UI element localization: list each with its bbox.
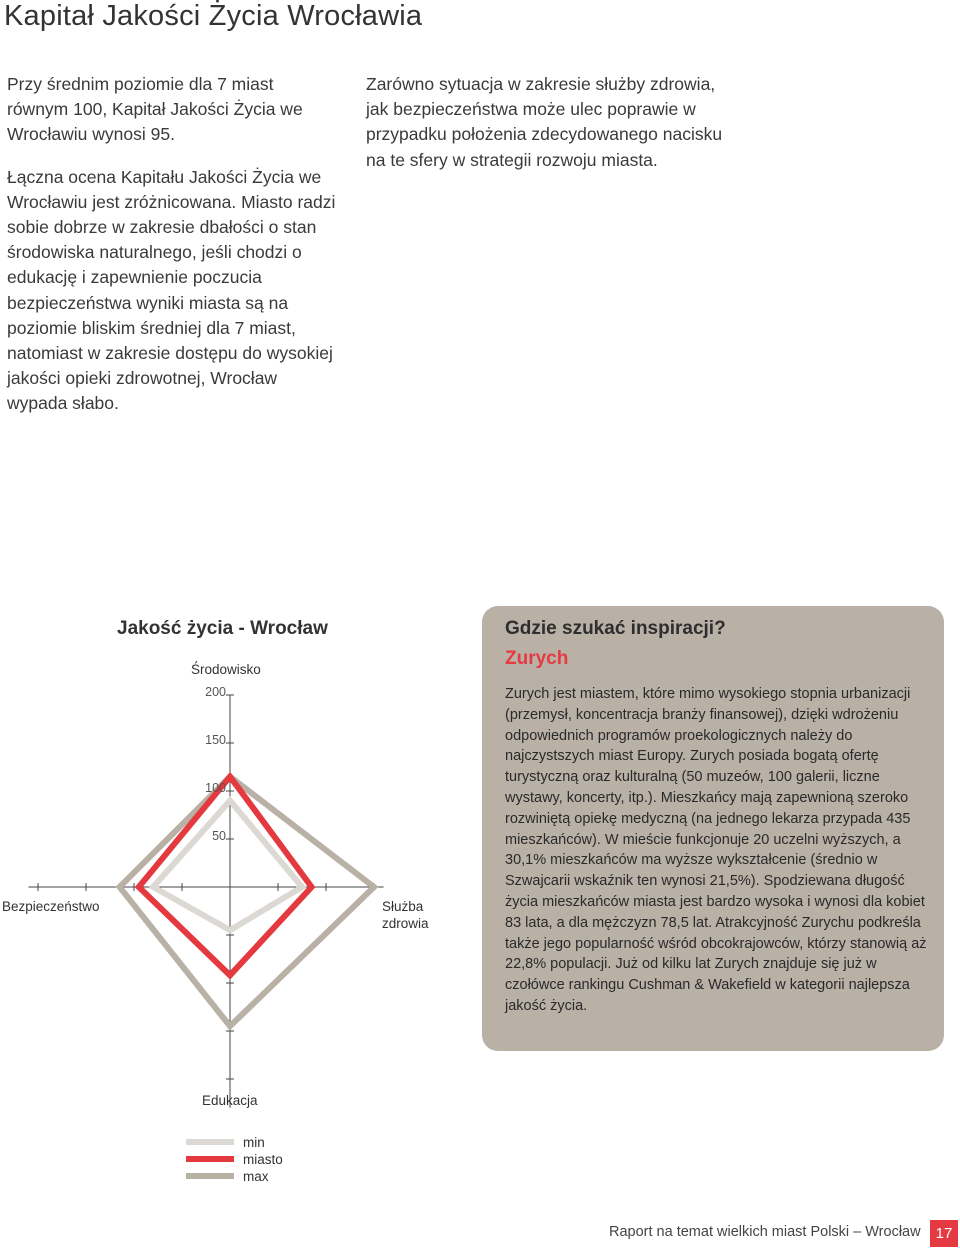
page-title: Kapitał Jakości Życia Wrocławia: [4, 0, 423, 32]
legend-swatch-min: [186, 1139, 234, 1145]
tick-label: 200: [205, 685, 226, 699]
axis-label-top: Środowisko: [191, 662, 261, 677]
axis-label-right-line: zdrowia: [382, 916, 429, 931]
chart-title: Jakość życia - Wrocław: [117, 618, 328, 639]
legend-label-miasto: miasto: [243, 1152, 283, 1167]
legend-label-min: min: [243, 1135, 265, 1150]
inspiration-heading: Gdzie szukać inspiracji?: [505, 618, 726, 639]
legend-label-max: max: [243, 1169, 269, 1184]
tick-label: 150: [205, 733, 226, 747]
legend-swatch-max: [186, 1173, 234, 1179]
intro-paragraph: Łączna ocena Kapitału Jakości Życia we Wrocławiu jest zróżnicowana. Miasto radzi sobie dobrze w zakresie dbałości o stan środowiska naturalnego, jeśli chodzi o edukację i zapewnienie poczucia bezpieczeństwa wyniki miasta są na poziomie bliskim średniej dla 7 miast, natomiast w zakresie dostępu do wysokiej jakości opieki zdrowotnej, Wrocław wypada słabo.: [7, 166, 336, 414]
axis-label-bottom: Edukacja: [202, 1093, 258, 1108]
legend-swatch-miasto: [186, 1156, 234, 1162]
tick-label: 50: [212, 829, 226, 843]
series-min: [153, 801, 302, 931]
axis-label-right-line: Służba: [382, 899, 424, 914]
intro-paragraph: Przy średnim poziomie dla 7 miast równym 100, Kapitał Jakości Życia we Wrocławiu wynosi 95.: [7, 74, 303, 145]
inspiration-panel: [482, 606, 944, 1051]
footer-text: Raport na temat wielkich miast Polski – Wrocław: [609, 1224, 921, 1240]
inspiration-city: Zurych: [505, 648, 569, 669]
axis-label-left: Bezpieczeństwo: [2, 899, 100, 914]
radar-chart: [0, 0, 480, 1110]
tick-label: 100: [205, 781, 226, 795]
axis-label-right: [382, 898, 429, 932]
intro-paragraph: Zarówno sytuacja w zakresie służby zdrowia, jak bezpieczeństwa może ulec poprawie w przypadku położenia zdecydowanego nacisku na te sfery w strategii rozwoju miasta.: [366, 74, 723, 170]
radar-series: [120, 777, 374, 1027]
inspiration-body: Zurych jest miastem, które mimo wysokiego stopnia urbanizacji (przemysł, koncentracja branży finansowej), dzięki wdrożeniu odpowiednich programów proekologicznych należy do najczystszych miast Europy. Zurych posiada bogatą ofertę turystyczną oraz kulturalną (50 muzeów, 100 galerii, liczne wystawy, koncerty, itp.). Mieszkańcy mają zapewnioną szeroko rozwiniętą opiekę medyczną (na jednego lekarza przypada 435 mieszkańców). W mieście funkcjonuje 20 uczelni wyższych, a 30,1% mieszkańców ma wyższe wykształcenie (średnio w Szwajcarii wskaźnik ten wynosi 21,5%). Spodziewana długość życia mieszkańców miasta jest bardzo wysoka i wynosi dla kobiet 83 lata, a dla mężczyzn 78,5 lat. Atrakcyjność Zurychu podkreśla także jego popularność wśród obcokrajowców, którzy stanowią aż 22,8% populacji. Już od kilku lat Zurych znajduje się już w czołówce rankingu Cushman & Wakefield w kategorii najlepsza jakość życia.: [505, 686, 927, 1014]
page-number: 17: [930, 1220, 958, 1247]
